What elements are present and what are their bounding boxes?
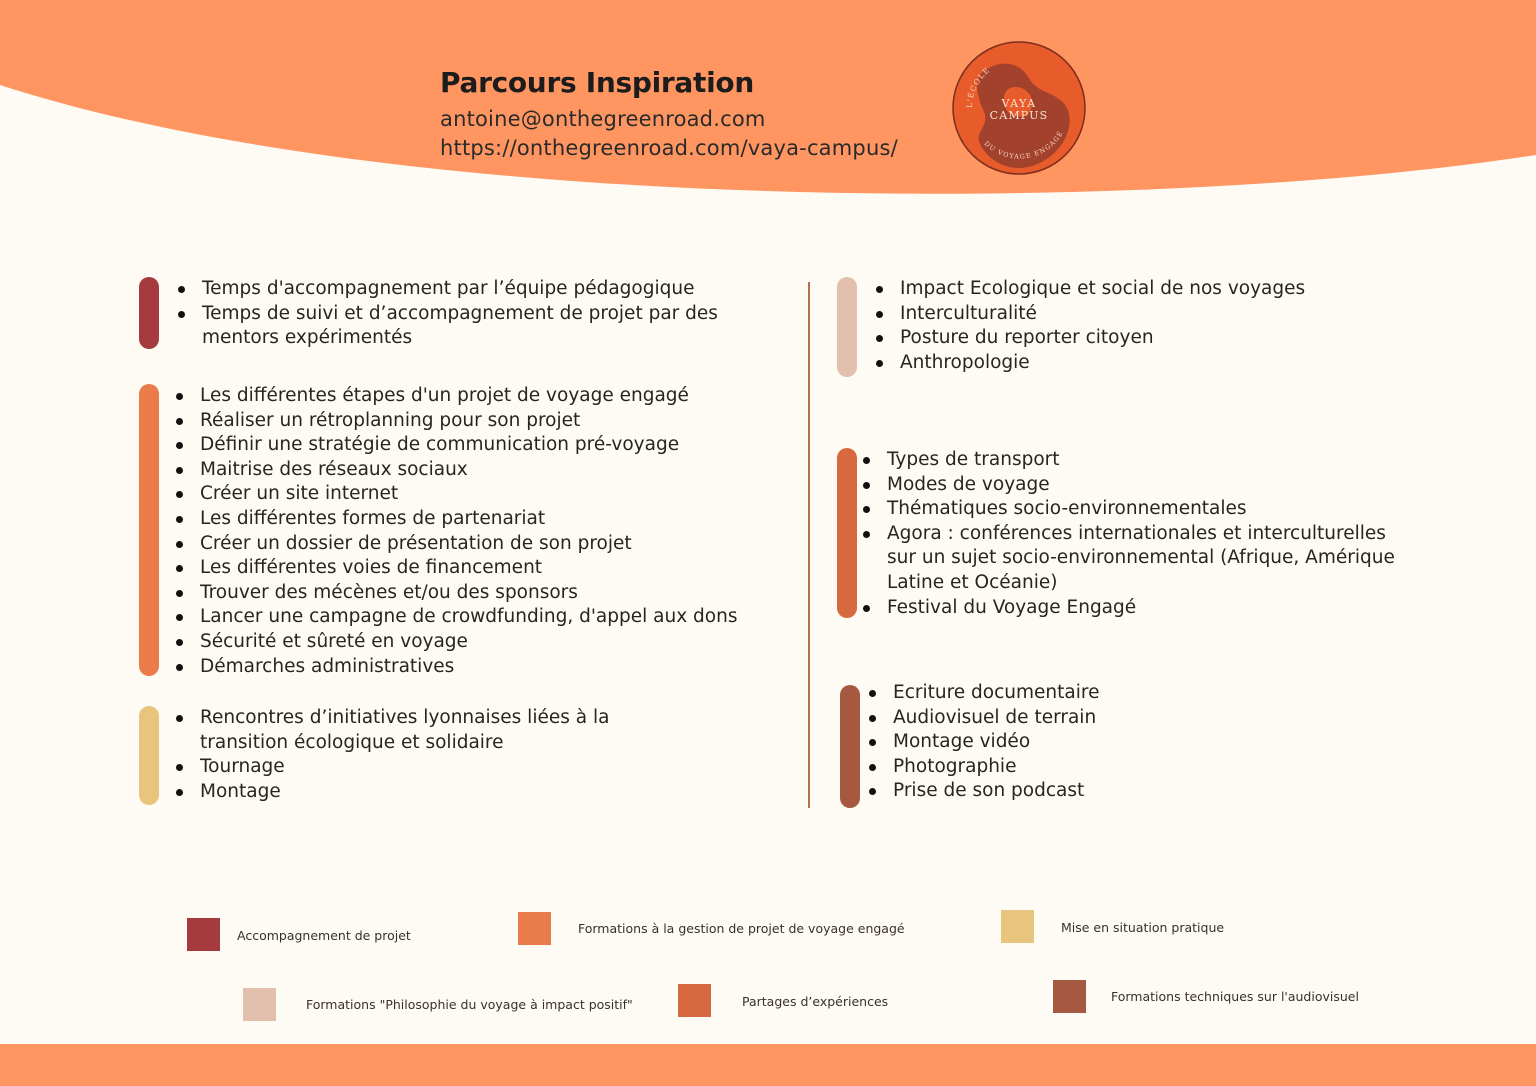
list-item: Montage vidéo	[869, 730, 1456, 755]
group-audiovisuel	[836, 681, 1456, 804]
header-text	[440, 66, 898, 163]
logo-text-campus: CAMPUS	[989, 109, 1049, 122]
list-item: Les différentes formes de partenariat	[176, 507, 778, 532]
list-item: Audiovisuel de terrain	[869, 706, 1456, 731]
list-item: Festival du Voyage Engagé	[863, 596, 1476, 621]
list-item: Rencontres d’initiatives lyonnaises liées à la transition écologique et solidaire	[176, 706, 700, 755]
legend-label: Formations techniques sur l'audiovisuel	[1111, 989, 1359, 1004]
legend-label: Formations "Philosophie du voyage à impact positif"	[306, 997, 633, 1012]
legend-swatch	[1053, 980, 1086, 1013]
list-item: Montage	[176, 780, 738, 805]
bullet-list	[876, 277, 1456, 375]
list-item: Temps d'accompagnement par l’équipe pédagogique	[178, 277, 738, 302]
category-bar	[139, 277, 159, 349]
list-item: Posture du reporter citoyen	[876, 326, 1456, 351]
category-bar	[139, 384, 159, 676]
category-bar	[840, 685, 860, 808]
contact-email[interactable]: antoine@onthegreenroad.com	[440, 107, 766, 131]
legend-swatch	[187, 918, 220, 951]
list-item: Ecriture documentaire	[869, 681, 1456, 706]
list-item: Créer un site internet	[176, 482, 778, 507]
legend-label: Accompagnement de projet	[237, 928, 411, 943]
category-bar	[837, 277, 857, 377]
list-item: Photographie	[869, 755, 1456, 780]
logo-arc-top: L'ÉCOLE	[964, 65, 992, 109]
group-gestion-projet	[138, 384, 778, 679]
group-partages	[836, 448, 1476, 620]
legend-label: Formations à la gestion de projet de voyage engagé	[578, 921, 905, 936]
legend-swatch	[518, 912, 551, 945]
list-item: Impact Ecologique et social de nos voyages	[876, 277, 1456, 302]
logo-arc-bottom: DU VOYAGE ENGAGÉ	[982, 129, 1066, 161]
legend-label: Partages d’expériences	[742, 994, 889, 1009]
list-item: Trouver des mécènes et/ou des sponsors	[176, 581, 778, 606]
list-item: Réaliser un rétroplanning pour son projet	[176, 409, 778, 434]
bullet-list	[178, 277, 738, 351]
list-item: Sécurité et sûreté en voyage	[176, 630, 778, 655]
footer-band	[0, 1044, 1536, 1086]
group-mise-en-situation	[138, 706, 738, 804]
list-item: Démarches administratives	[176, 655, 778, 680]
list-item: Maitrise des réseaux sociaux	[176, 458, 778, 483]
list-item: Créer un dossier de présentation de son projet	[176, 532, 778, 557]
page-title: Parcours Inspiration	[440, 66, 754, 99]
legend-label: Mise en situation pratique	[1061, 920, 1225, 935]
contact-url[interactable]: https://onthegreenroad.com/vaya-campus/	[440, 136, 898, 160]
list-item: Les différentes étapes d'un projet de voyage engagé	[176, 384, 778, 409]
legend-swatch	[678, 984, 711, 1017]
list-item: Modes de voyage	[863, 473, 1476, 498]
list-item: Agora : conférences internationales et interculturelles sur un sujet socio-environnemental (Afrique, Amérique Latine et Océanie)	[863, 522, 1417, 596]
list-item: Définir une stratégie de communication pré-voyage	[176, 433, 778, 458]
bullet-list	[176, 384, 778, 679]
list-item: Thématiques socio-environnementales	[863, 497, 1476, 522]
list-item: Lancer une campagne de crowdfunding, d'appel aux dons	[176, 605, 778, 630]
list-item: Temps de suivi et d’accompagnement de projet par des mentors expérimentés	[178, 302, 722, 351]
category-bar	[837, 448, 857, 618]
list-item: Types de transport	[863, 448, 1476, 473]
group-accompagnement	[138, 277, 738, 351]
list-item: Anthropologie	[876, 351, 1456, 376]
list-item: Interculturalité	[876, 302, 1456, 327]
vaya-campus-logo	[950, 40, 1088, 176]
legend-swatch	[1001, 910, 1034, 943]
group-philosophie	[836, 277, 1456, 375]
list-item: Tournage	[176, 755, 738, 780]
legend-swatch	[243, 988, 276, 1021]
logo-text-vaya: VAYA	[1001, 97, 1037, 110]
list-item: Les différentes voies de financement	[176, 556, 778, 581]
bullet-list	[176, 706, 738, 804]
category-bar	[139, 706, 159, 805]
column-divider	[808, 282, 810, 808]
bullet-list	[863, 448, 1476, 620]
list-item: Prise de son podcast	[869, 779, 1456, 804]
bullet-list	[869, 681, 1456, 804]
